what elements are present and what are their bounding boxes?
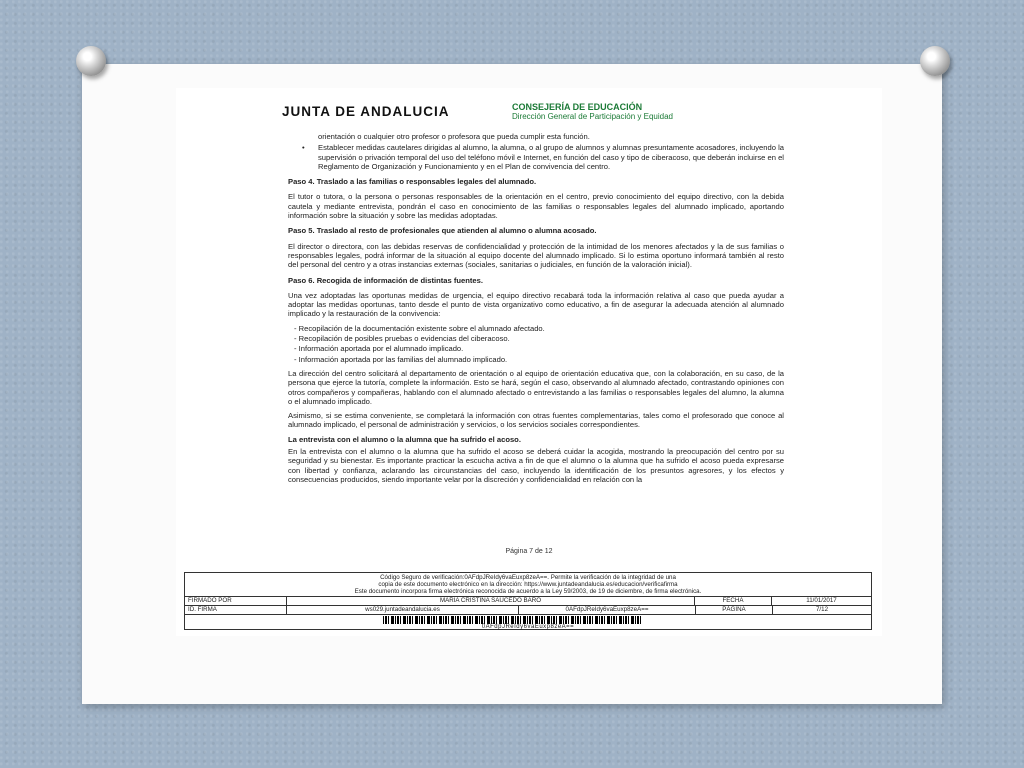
step5-paragraph: El director o directora, con las debidas reservas de confidencialidad y protección de la intimidad de los menores afectados y la de sus familias o responsables legales, podrá informar de la situación al equipo docente del alumnado implicado. Si lo estima oportuno informará también al resto del personal del centro y a otras instancias externas (sociales, sanitarias o judiciales, en función de la valoración inicial). xyxy=(288,241,784,270)
barcode-area xyxy=(185,615,871,631)
signature-row xyxy=(185,597,871,606)
step5-heading: Paso 5. Traslado al resto de profesionales que atienden al alumno o alumna acosado. xyxy=(288,226,597,236)
document-header xyxy=(282,102,862,126)
date-value: 11/01/2017 xyxy=(806,597,837,604)
also-paragraph: Asimismo, si se estima conveniente, se completará la información con otras fuentes complementarias, tales como el profesorado que conoce al alumnado implicado, el personal de administración y servicios, o los servicios sociales correspondientes. xyxy=(288,411,784,430)
ministry-name: CONSEJERÍA DE EDUCACIÓN xyxy=(512,102,643,112)
list-item: - Información aportada por el alumnado implicado. xyxy=(294,344,464,354)
directorate-name: Dirección General de Participación y Equidad xyxy=(512,112,673,121)
bullet-item: • Establecer medidas cautelares dirigidas al alumno, la alumna, o al grupo de alumnos y alumnas presuntamente acosadores, incluyendo la supervisión o privación temporal del uso del teléfono móvil e Internet, en función del caso y tipo de ciberacoso, que deberán incluirse en el Reglamento de Organización y Funcionamiento y en el Plan de convivencia del centro. xyxy=(288,143,784,171)
id-value: ws029.juntadeandalucia.es xyxy=(287,606,519,614)
page-label: PÁGINA xyxy=(696,606,773,614)
id-row xyxy=(185,606,871,615)
document-body xyxy=(288,132,784,489)
step4-heading: Paso 4. Traslado a las familias o responsables legales del alumnado. xyxy=(288,177,537,187)
verification-footer xyxy=(184,572,872,630)
signed-by-label: FIRMADO POR xyxy=(185,597,287,605)
pushpin-icon xyxy=(76,46,106,76)
list-item: - Información aportada por las familias del alumnado implicado. xyxy=(294,354,508,364)
ministry-block xyxy=(512,102,673,122)
code-value: 0AFdpJReIdy6vaEuxp8zeA== xyxy=(519,606,696,614)
list-item: - Recopilación de la documentación existente sobre el alumnado afectado. xyxy=(294,323,545,333)
signed-by-value: MARIA CRISTINA SAUCEDO BARO xyxy=(287,597,695,605)
step6-paragraph: Una vez adoptadas las oportunas medidas de urgencia, el equipo directivo recabará toda la información relativa al caso que pueda ayudar a adoptar las medidas oportunas, tanto desde el punto de vista organizativo como educativo, a fin de asegurar la adecuada atención al alumnado implicado y la restauración de la convivencia: xyxy=(288,290,784,319)
date-label: FECHA xyxy=(695,597,772,605)
barcode xyxy=(383,616,641,624)
brand-logo-text: JUNTA DE ANDALUCIA xyxy=(282,104,450,119)
page-number: Página 7 de 12 xyxy=(505,548,553,555)
step4-paragraph: El tutor o tutora, o la persona o personas responsables de la orientación en el centro, previo conocimiento del equipo directivo, con la debida cautela y mediante entrevista, pondrán el caso en conocimiento de las familias o responsables legales del alumnado implicado, aportando información sobre la situación y sobre las medidas adoptadas. xyxy=(288,192,784,221)
verification-notice xyxy=(185,573,871,597)
id-label: ID. FIRMA xyxy=(185,606,287,614)
pushpin-icon xyxy=(920,46,950,76)
verification-line: copia de este documento electrónico en la dirección: https://www.juntadeandalucia.es/educacion/verificafirma xyxy=(378,581,678,588)
barcode-text: 0AFdpJReIdy6vaEuxp8zeA== xyxy=(481,624,575,630)
list-item: - Recopilación de posibles pruebas o evidencias del ciberacoso. xyxy=(294,334,510,344)
verification-line: Este documento incorpora firma electrónica reconocida de acuerdo a la Ley 59/2003, de 19 de diciembre, de firma electrónica. xyxy=(354,588,702,595)
step6-heading: Paso 6. Recogida de información de distintas fuentes. xyxy=(288,275,483,285)
interview-paragraph: En la entrevista con el alumno o la alumna que ha sufrido el acoso se deberá cuidar la acogida, mostrando la preocupación del centro por su seguridad y su bienestar. Es importante practicar la escucha activa a fin de que el alumno o la alumna que ha sufrido el acoso pueda expresarse con libertad y confianza, aclarando las circunstancias del caso, incluyendo la identificación de los presuntos agresores, y los efectos y consecuencias producidos, siendo importante velar por la discreción y confidencialidad en relación con la xyxy=(288,447,784,484)
page-value: 7/12 xyxy=(815,606,829,613)
interview-heading: La entrevista con el alumno o la alumna que ha sufrido el acoso. xyxy=(288,434,521,444)
verification-line: Código Seguro de verificación:0AFdpJReIdy6vaEuxp8zeA==. Permite la verificación de la integridad de una xyxy=(380,574,676,581)
document-page xyxy=(176,88,882,636)
direction-paragraph: La dirección del centro solicitará al departamento de orientación o al equipo de orientación educativa que, con la colaboración, en su caso, de la persona que ejerce la tutoría, complete la información. Esto se hará, según el caso, observando al alumnado afectado, contrastando opiniones con otros compañeros y compañeras, hablando con el alumnado afectado o entrevistando a las familias o responsables legales del alumno, la alumna o el alumnado implicado. xyxy=(288,368,784,406)
intro-continuation: orientación o cualquier otro profesor o profesora que pueda cumplir esta función. xyxy=(318,132,590,141)
